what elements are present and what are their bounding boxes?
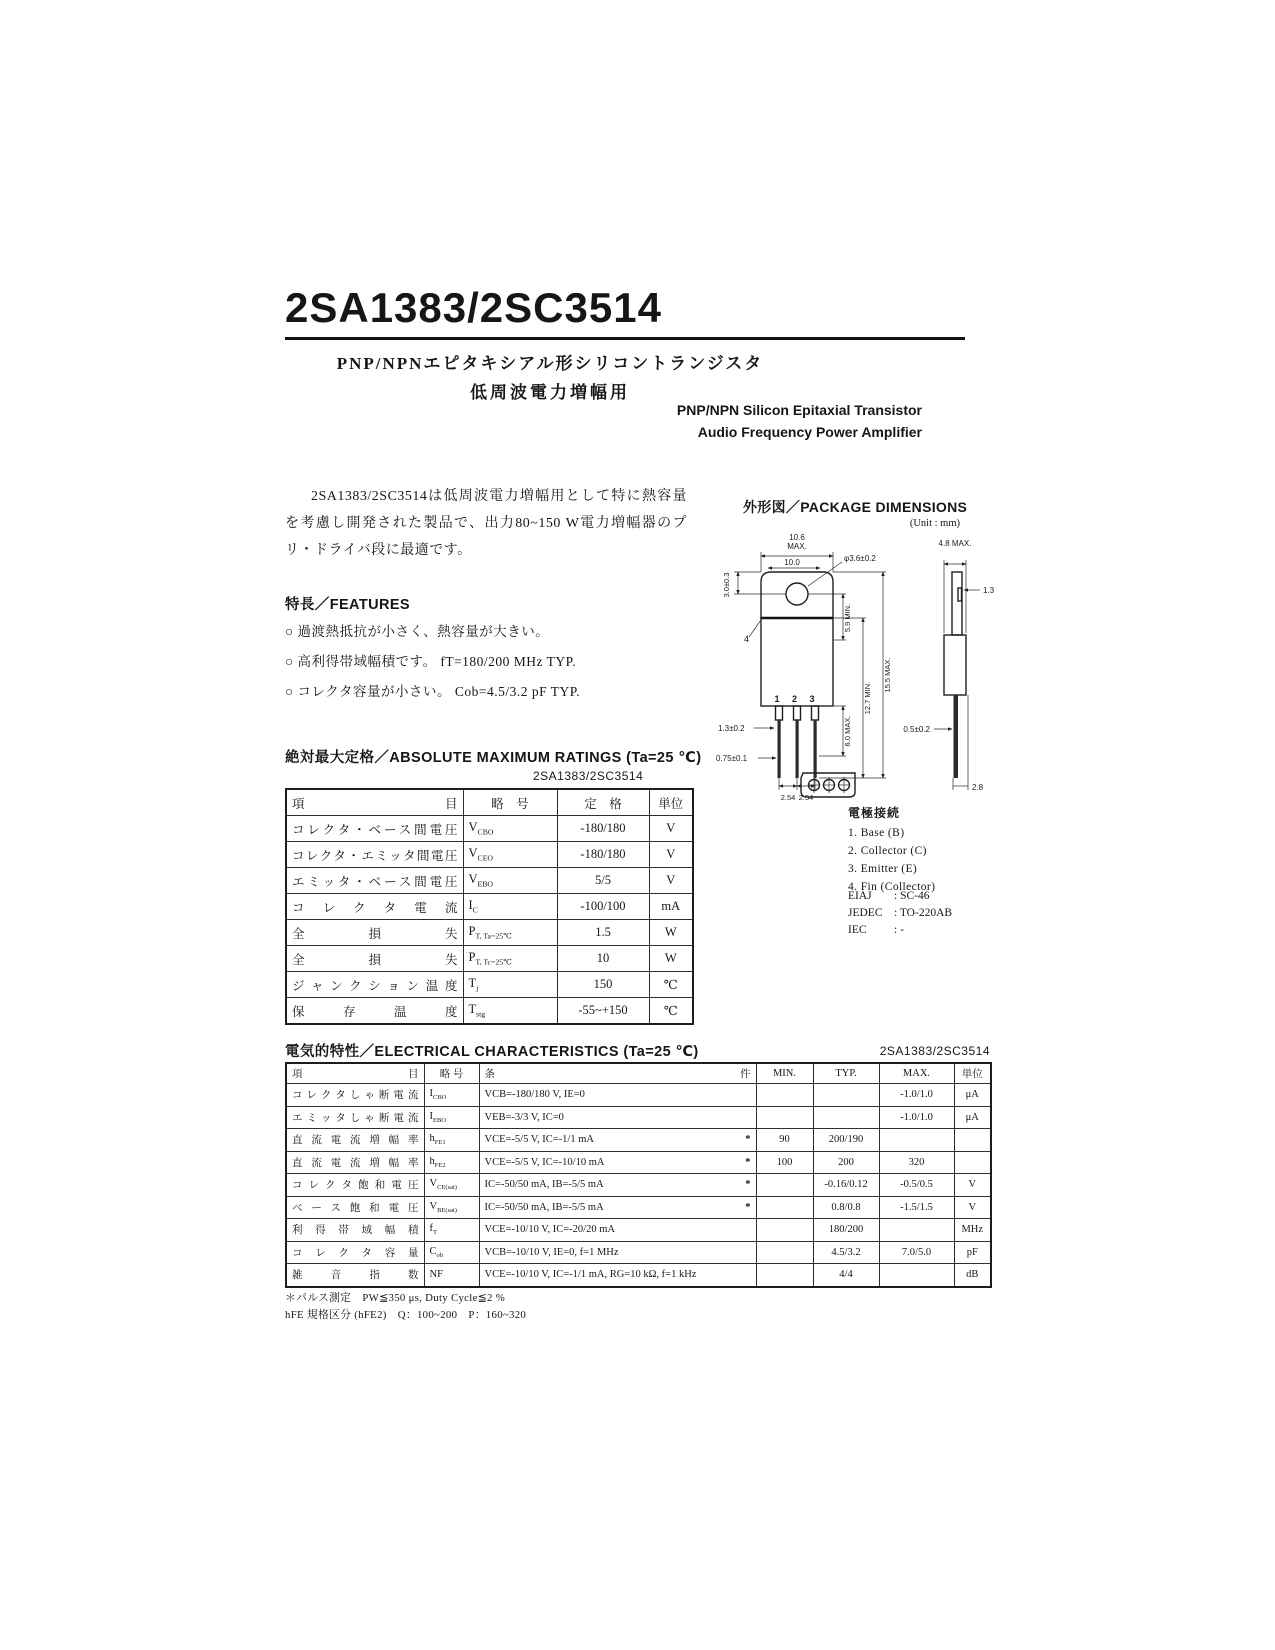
symbol-base: C <box>429 1245 437 1257</box>
pulse-test-asterisk: * <box>745 1156 751 1168</box>
rating-item-label: 全損失 <box>286 920 463 946</box>
dim-pitch-b: 2.54 <box>798 793 814 802</box>
dim-side-tab-thick: 1.3 <box>983 586 995 595</box>
spec-symbol <box>424 1264 479 1287</box>
feature-item: ○ 過渡熱抵抗が小さく、熱容量が大きい。 <box>285 624 550 639</box>
title-rule <box>285 337 965 340</box>
rating-value: -180/180 <box>557 816 649 842</box>
spec-min <box>756 1084 813 1107</box>
electrode-item: 4. Fin (Collector) <box>848 881 936 893</box>
standard-item <box>848 905 952 922</box>
spec-typ: 200/190 <box>813 1129 879 1152</box>
spec-unit <box>954 1129 991 1152</box>
condition-text: IC=-50/50 mA, IB=-5/5 mA <box>484 1201 604 1213</box>
package-drawing <box>716 530 1008 806</box>
spec-item-label: 直流電流増幅率 <box>286 1151 424 1174</box>
ratings-row <box>286 920 693 946</box>
electrical-column-header: 略 号 <box>424 1063 479 1084</box>
standard-value: : TO-220AB <box>894 907 953 919</box>
spec-max: 320 <box>879 1151 954 1174</box>
spec-item-label: コレクタ容量 <box>286 1241 424 1264</box>
ratings-row <box>286 868 693 894</box>
spec-unit: V <box>954 1174 991 1197</box>
ratings-column-header: 略 号 <box>463 789 557 816</box>
spec-condition <box>479 1196 756 1219</box>
rating-unit: ℃ <box>649 998 693 1025</box>
dim-front-width-max-suffix: MAX. <box>787 542 807 551</box>
dim-lead-thick: 0.75±0.1 <box>716 754 748 763</box>
spec-item-label: コレクタしゃ断電流 <box>286 1084 424 1107</box>
spec-max: 7.0/5.0 <box>879 1241 954 1264</box>
spec-min <box>756 1106 813 1129</box>
ratings-row <box>286 894 693 920</box>
standard-value: : - <box>894 924 904 936</box>
spec-row <box>286 1084 991 1107</box>
symbol-subscript: T, Tc=25℃ <box>475 957 512 967</box>
spec-item-label: 直流電流増幅率 <box>286 1129 424 1152</box>
spec-condition <box>479 1219 756 1242</box>
rating-unit: W <box>649 920 693 946</box>
spec-condition <box>479 1129 756 1152</box>
standard-org: IEC <box>848 924 867 936</box>
spec-unit: μA <box>954 1084 991 1107</box>
spec-max: -1.0/1.0 <box>879 1106 954 1129</box>
spec-item-label: ベース飽和電圧 <box>286 1196 424 1219</box>
symbol-subscript: CBO <box>477 827 494 837</box>
features-list <box>285 617 705 707</box>
symbol-subscript: C <box>472 905 478 915</box>
spec-symbol <box>424 1084 479 1107</box>
symbol-subscript: BE(sat) <box>437 1206 457 1214</box>
symbol-subscript: CE(sat) <box>437 1184 457 1192</box>
rating-item-label: コレクタ・ベース間電圧 <box>286 816 463 842</box>
symbol-base: V <box>429 1178 438 1190</box>
spec-min: 90 <box>756 1129 813 1152</box>
spec-row <box>286 1129 991 1152</box>
spec-condition <box>479 1264 756 1287</box>
pin-numbers-label: 1 2 3 <box>774 694 820 704</box>
rating-unit: V <box>649 842 693 868</box>
electrical-column-header: 項 目 <box>286 1063 424 1084</box>
electrical-column-header: TYP. <box>813 1063 879 1084</box>
condition-text: VCB=-10/10 V, IE=0, f=1 MHz <box>484 1246 619 1258</box>
rating-value: 10 <box>557 946 649 972</box>
symbol-subscript: CEO <box>477 853 494 863</box>
spec-unit <box>954 1151 991 1174</box>
electrical-column-header: MAX. <box>879 1063 954 1084</box>
dim-lead-width: 1.3±0.2 <box>718 724 745 733</box>
spec-max: -0.5/0.5 <box>879 1174 954 1197</box>
dim-hole-dia: φ3.6±0.2 <box>844 554 876 563</box>
dim-side-offset: 2.8 <box>972 783 984 792</box>
rating-symbol <box>463 894 557 920</box>
symbol-base: V <box>468 846 478 861</box>
rating-value: -180/180 <box>557 842 649 868</box>
spec-symbol <box>424 1129 479 1152</box>
tab-ref-label: 4 <box>744 634 750 644</box>
spec-min <box>756 1264 813 1287</box>
feature-item: ○ 高利得帯域幅積です。 fT=180/200 MHz TYP. <box>285 654 577 669</box>
spec-item-label: エミッタしゃ断電流 <box>286 1106 424 1129</box>
standard-org: EIAJ <box>848 890 872 902</box>
spec-max <box>879 1264 954 1287</box>
rating-item-label: ジャンクション温度 <box>286 972 463 998</box>
ratings-row <box>286 816 693 842</box>
rating-unit: V <box>649 816 693 842</box>
spec-item-label: 利得帯域幅積 <box>286 1219 424 1242</box>
symbol-base: I <box>429 1110 433 1122</box>
spec-typ: 200 <box>813 1151 879 1174</box>
ratings-subheading: 2SA1383/2SC3514 <box>533 769 644 783</box>
electrode-item: 1. Base (B) <box>848 827 905 839</box>
symbol-base: NF <box>429 1269 443 1281</box>
rating-value: -55~+150 <box>557 998 649 1025</box>
rating-symbol <box>463 920 557 946</box>
spec-row <box>286 1174 991 1197</box>
spec-item-label: 雑音指数 <box>286 1264 424 1287</box>
spec-typ <box>813 1106 879 1129</box>
rating-symbol <box>463 868 557 894</box>
pulse-test-asterisk: * <box>745 1201 751 1213</box>
symbol-base: I <box>468 898 473 913</box>
standards-list <box>848 888 952 939</box>
subtitle-jp-2: 低周波電力増幅用 <box>470 383 630 402</box>
rating-item-label: コレクタ・エミッタ間電圧 <box>286 842 463 868</box>
dim-5-9-min: 5.9 MIN. <box>843 603 852 633</box>
electrode-list <box>848 824 935 896</box>
ratings-table <box>285 788 694 1025</box>
rating-value: -100/100 <box>557 894 649 920</box>
symbol-base: V <box>468 872 478 887</box>
spec-max <box>879 1219 954 1242</box>
package-side-view <box>903 539 994 792</box>
dim-15-5-max: 15.5 MAX. <box>883 657 892 693</box>
symbol-base: I <box>429 1088 433 1100</box>
spec-min <box>756 1241 813 1264</box>
package-heading: 外形図／PACKAGE DIMENSIONS <box>743 499 968 515</box>
package-unit-label: (Unit : mm) <box>909 518 960 529</box>
electrical-header-row <box>286 1063 991 1084</box>
dim-side-lead: 0.5±0.2 <box>903 725 930 734</box>
spec-symbol <box>424 1151 479 1174</box>
rating-symbol <box>463 842 557 868</box>
subtitle-en-2: Audio Frequency Power Amplifier <box>697 424 922 440</box>
ratings-column-header: 単位 <box>649 789 693 816</box>
rating-item-label: コレクタ電流 <box>286 894 463 920</box>
rating-symbol <box>463 946 557 972</box>
spec-row <box>286 1106 991 1129</box>
spec-symbol <box>424 1219 479 1242</box>
dim-6-0-max: 6.0 MAX. <box>843 715 852 747</box>
dim-front-width-max: 10.6 <box>789 533 805 542</box>
spec-unit: μA <box>954 1106 991 1129</box>
bottom-view-icon <box>797 770 861 802</box>
spec-typ: -0.16/0.12 <box>813 1174 879 1197</box>
rating-value: 1.5 <box>557 920 649 946</box>
electrical-table <box>285 1062 992 1288</box>
spec-symbol <box>424 1106 479 1129</box>
electrical-column-header: 単位 <box>954 1063 991 1084</box>
ratings-row <box>286 946 693 972</box>
dim-tab-height: 3.0±0.3 <box>722 572 731 598</box>
rating-value: 150 <box>557 972 649 998</box>
symbol-subscript: FE1 <box>434 1139 446 1147</box>
electrical-heading: 電気的特性／ELECTRICAL CHARACTERISTICS (Ta=25 ℃) <box>285 1044 699 1060</box>
ratings-header-row <box>286 789 693 816</box>
spec-unit: V <box>954 1196 991 1219</box>
spec-row <box>286 1264 991 1287</box>
spec-max: -1.0/1.0 <box>879 1084 954 1107</box>
rating-item-label: エミッタ・ベース間電圧 <box>286 868 463 894</box>
subtitle-en-1: PNP/NPN Silicon Epitaxial Transistor <box>676 402 922 418</box>
spec-condition <box>479 1084 756 1107</box>
spec-unit: dB <box>954 1264 991 1287</box>
spec-max: -1.5/1.5 <box>879 1196 954 1219</box>
symbol-subscript: EBO <box>433 1116 446 1124</box>
condition-text: VCE=-5/5 V, IC=-10/10 mA <box>484 1156 605 1168</box>
rating-unit: ℃ <box>649 972 693 998</box>
spec-row <box>286 1241 991 1264</box>
condition-text: VCB=-180/180 V, IE=0 <box>484 1089 585 1101</box>
rating-item-label: 保存温度 <box>286 998 463 1025</box>
rating-symbol <box>463 972 557 998</box>
feature-item: ○ コレクタ容量が小さい。 Cob=4.5/3.2 pF TYP. <box>285 684 581 699</box>
rating-symbol <box>463 998 557 1025</box>
symbol-subscript: j <box>476 983 479 993</box>
spec-typ <box>813 1084 879 1107</box>
ratings-heading: 絶対最大定格／ABSOLUTE MAXIMUM RATINGS (Ta=25 ℃) <box>285 750 702 766</box>
symbol-base: h <box>429 1155 435 1167</box>
condition-text: VCE=-10/10 V, IC=-20/20 mA <box>484 1224 615 1236</box>
spec-min: 100 <box>756 1151 813 1174</box>
symbol-subscript: stg <box>476 1009 486 1019</box>
symbol-subscript: T <box>433 1229 437 1237</box>
symbol-base: h <box>429 1133 435 1145</box>
symbol-base: V <box>468 820 478 835</box>
dim-12-7-min: 12.7 MIN. <box>863 681 872 715</box>
spec-condition <box>479 1241 756 1264</box>
spec-min <box>756 1174 813 1197</box>
spec-typ: 180/200 <box>813 1219 879 1242</box>
rating-unit: V <box>649 868 693 894</box>
standard-org: JEDEC <box>848 907 883 919</box>
electrode-item: 3. Emitter (E) <box>848 863 918 875</box>
footnotes <box>285 1290 845 1324</box>
spec-symbol <box>424 1174 479 1197</box>
rating-unit: mA <box>649 894 693 920</box>
features-heading: 特長／FEATURES <box>285 597 410 613</box>
symbol-base: V <box>429 1200 438 1212</box>
rating-item-label: 全損失 <box>286 946 463 972</box>
subtitle-en <box>600 399 922 443</box>
electrode-item: 2. Collector (C) <box>848 845 927 857</box>
spec-condition <box>479 1151 756 1174</box>
ratings-column-header: 項 目 <box>286 789 463 816</box>
rating-unit: W <box>649 946 693 972</box>
symbol-base: T <box>468 1002 477 1017</box>
condition-text: IC=-50/50 mA, IB=-5/5 mA <box>484 1179 604 1191</box>
spec-unit: MHz <box>954 1219 991 1242</box>
spec-typ: 4/4 <box>813 1264 879 1287</box>
electrode-heading: 電極接続 <box>848 806 901 820</box>
symbol-subscript: T, Ta=25℃ <box>475 931 512 941</box>
spec-typ: 4.5/3.2 <box>813 1241 879 1264</box>
page-title: 2SA1383/2SC3514 <box>285 284 662 331</box>
spec-unit: pF <box>954 1241 991 1264</box>
ratings-row <box>286 998 693 1025</box>
dim-side-width: 4.8 MAX. <box>938 539 972 548</box>
spec-condition <box>479 1106 756 1129</box>
dim-pitch-a: 2.54 <box>780 793 796 802</box>
spec-min <box>756 1196 813 1219</box>
standard-item <box>848 922 952 939</box>
footnote: hFE 規格区分 (hFE2) Q：100~200 P：160~320 <box>285 1309 527 1321</box>
spec-row <box>286 1196 991 1219</box>
symbol-base: f <box>429 1223 433 1235</box>
spec-row <box>286 1219 991 1242</box>
standard-value: : SC-46 <box>894 890 930 902</box>
spec-condition <box>479 1174 756 1197</box>
symbol-subscript: EBO <box>477 879 494 889</box>
symbol-subscript: CBO <box>433 1094 447 1102</box>
electrical-column-header: 条 件 <box>479 1063 756 1084</box>
electrical-column-header: MIN. <box>756 1063 813 1084</box>
electrical-subheading: 2SA1383/2SC3514 <box>879 1044 990 1058</box>
rating-symbol <box>463 816 557 842</box>
symbol-subscript: ob <box>436 1251 444 1259</box>
symbol-base: P <box>468 924 476 939</box>
spec-row <box>286 1151 991 1174</box>
rating-value: 5/5 <box>557 868 649 894</box>
package-front-view <box>716 533 892 802</box>
symbol-subscript: FE2 <box>434 1161 446 1169</box>
intro-paragraph: 2SA1383/2SC3514は低周波電力増幅用として特に熱容量を考慮し開発された製品で、出力80~150 W電力増幅器のプリ・ドライバ段に最適です。 <box>285 489 687 558</box>
subtitle-jp-1: PNP/NPNエピタキシアル形シリコントランジスタ <box>336 354 764 373</box>
ratings-row <box>286 972 693 998</box>
spec-min <box>756 1219 813 1242</box>
pulse-test-asterisk: * <box>745 1179 751 1191</box>
spec-symbol <box>424 1241 479 1264</box>
symbol-base: P <box>468 950 476 965</box>
pulse-test-asterisk: * <box>745 1134 751 1146</box>
spec-typ: 0.8/0.8 <box>813 1196 879 1219</box>
ratings-column-header: 定 格 <box>557 789 649 816</box>
symbol-base: T <box>468 976 477 991</box>
spec-max <box>879 1129 954 1152</box>
ratings-row <box>286 842 693 868</box>
condition-text: VEB=-3/3 V, IC=0 <box>484 1111 564 1123</box>
dim-front-width-inner: 10.0 <box>784 558 800 567</box>
standard-item <box>848 888 952 905</box>
condition-text: VCE=-10/10 V, IC=-1/1 mA, RG=10 kΩ, f=1 kHz <box>484 1269 697 1281</box>
spec-symbol <box>424 1196 479 1219</box>
condition-text: VCE=-5/5 V, IC=-1/1 mA <box>484 1134 594 1146</box>
spec-item-label: コレクタ飽和電圧 <box>286 1174 424 1197</box>
footnote: ＊パルス測定 PW≦350 μs, Duty Cycle≦2 % <box>285 1292 505 1304</box>
